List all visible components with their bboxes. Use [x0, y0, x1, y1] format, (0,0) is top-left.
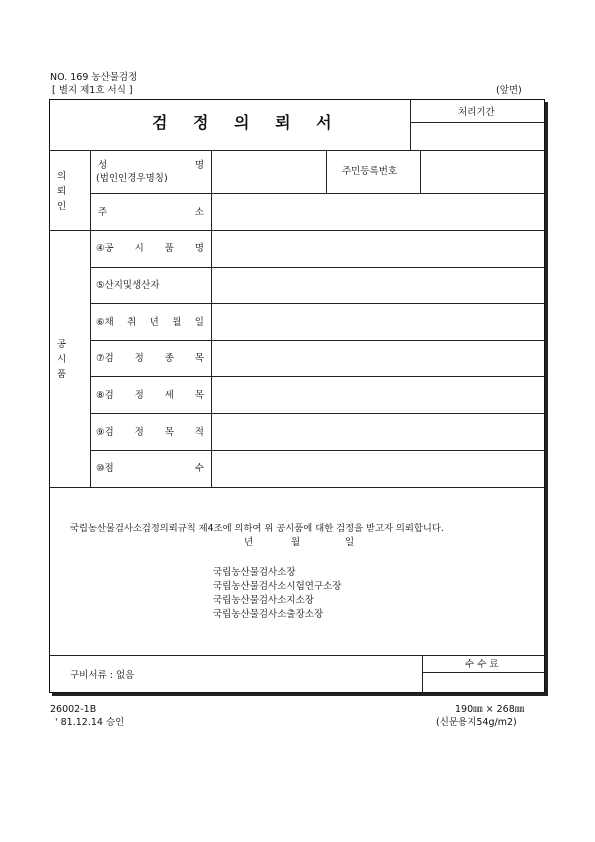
date-year-label: 년 [244, 537, 254, 548]
recipient-1: 국립농산물검사소장 [213, 567, 296, 578]
sample-row-test-purpose: ⑨검 정 목 적 [96, 427, 204, 438]
date-day-label: 일 [345, 537, 355, 548]
date-month-label: 월 [291, 537, 301, 548]
footer-size: 190㎜ × 268㎜ [455, 704, 525, 715]
sample-row-test-type: ⑦검 정 종 목 [96, 353, 204, 364]
documents-label: 구비서류 : 없음 [70, 670, 135, 681]
requester-section-label-3: 인 [57, 201, 67, 212]
recipient-3: 국립농산물검사소지소장 [213, 595, 314, 606]
page-side: (앞면) [496, 85, 522, 96]
footer-approval: ' 81.12.14 승인 [55, 717, 125, 728]
sample-section-label-1: 공 [57, 339, 67, 350]
sample-row-item-name: ④공 시 품 명 [96, 243, 204, 254]
name-sub-label: (법인인경우명칭) [96, 173, 168, 184]
footer-paper: (신문용지54g/m2) [436, 717, 517, 728]
sample-section-label-3: 품 [57, 369, 67, 380]
name-label-row: 성 명 [98, 160, 204, 171]
sample-section-label-2: 시 [57, 354, 67, 365]
form-type: [ 별지 제1호 서식 ] [52, 85, 133, 96]
address-label-row: 주 소 [98, 207, 204, 218]
sample-row-collection-date: ⑥채 취 년 월 일 [96, 317, 204, 328]
fee-label: 수 수 료 [465, 659, 499, 670]
processing-period-label: 처리기간 [458, 107, 495, 118]
sample-row-test-detail: ⑧검 정 세 목 [96, 390, 204, 401]
frame-shadow-right [545, 102, 548, 696]
requester-section-label-1: 의 [57, 171, 67, 182]
sample-row-count: ⑩점 수 [96, 463, 204, 474]
requester-section-label-2: 뢰 [57, 186, 67, 197]
resident-number-label: 주민등록번호 [342, 166, 398, 177]
footer-code: 26002-1B [50, 704, 97, 715]
sample-row-origin: ⑤산지및생산자 [96, 280, 160, 291]
recipient-2: 국립농산물검사소시험연구소장 [213, 581, 342, 592]
frame-shadow-bottom [52, 693, 548, 696]
recipient-4: 국립농산물검사소출장소장 [213, 609, 324, 620]
form-number: NO. 169 농산물검정 [50, 72, 138, 83]
form-title: 검 정 의 뢰 서 [152, 113, 342, 132]
declaration-text: 국립농산물검사소검정의뢰규칙 제4조에 의하여 위 공시품에 대한 검정을 받고자 의뢰합니다. [70, 523, 444, 534]
